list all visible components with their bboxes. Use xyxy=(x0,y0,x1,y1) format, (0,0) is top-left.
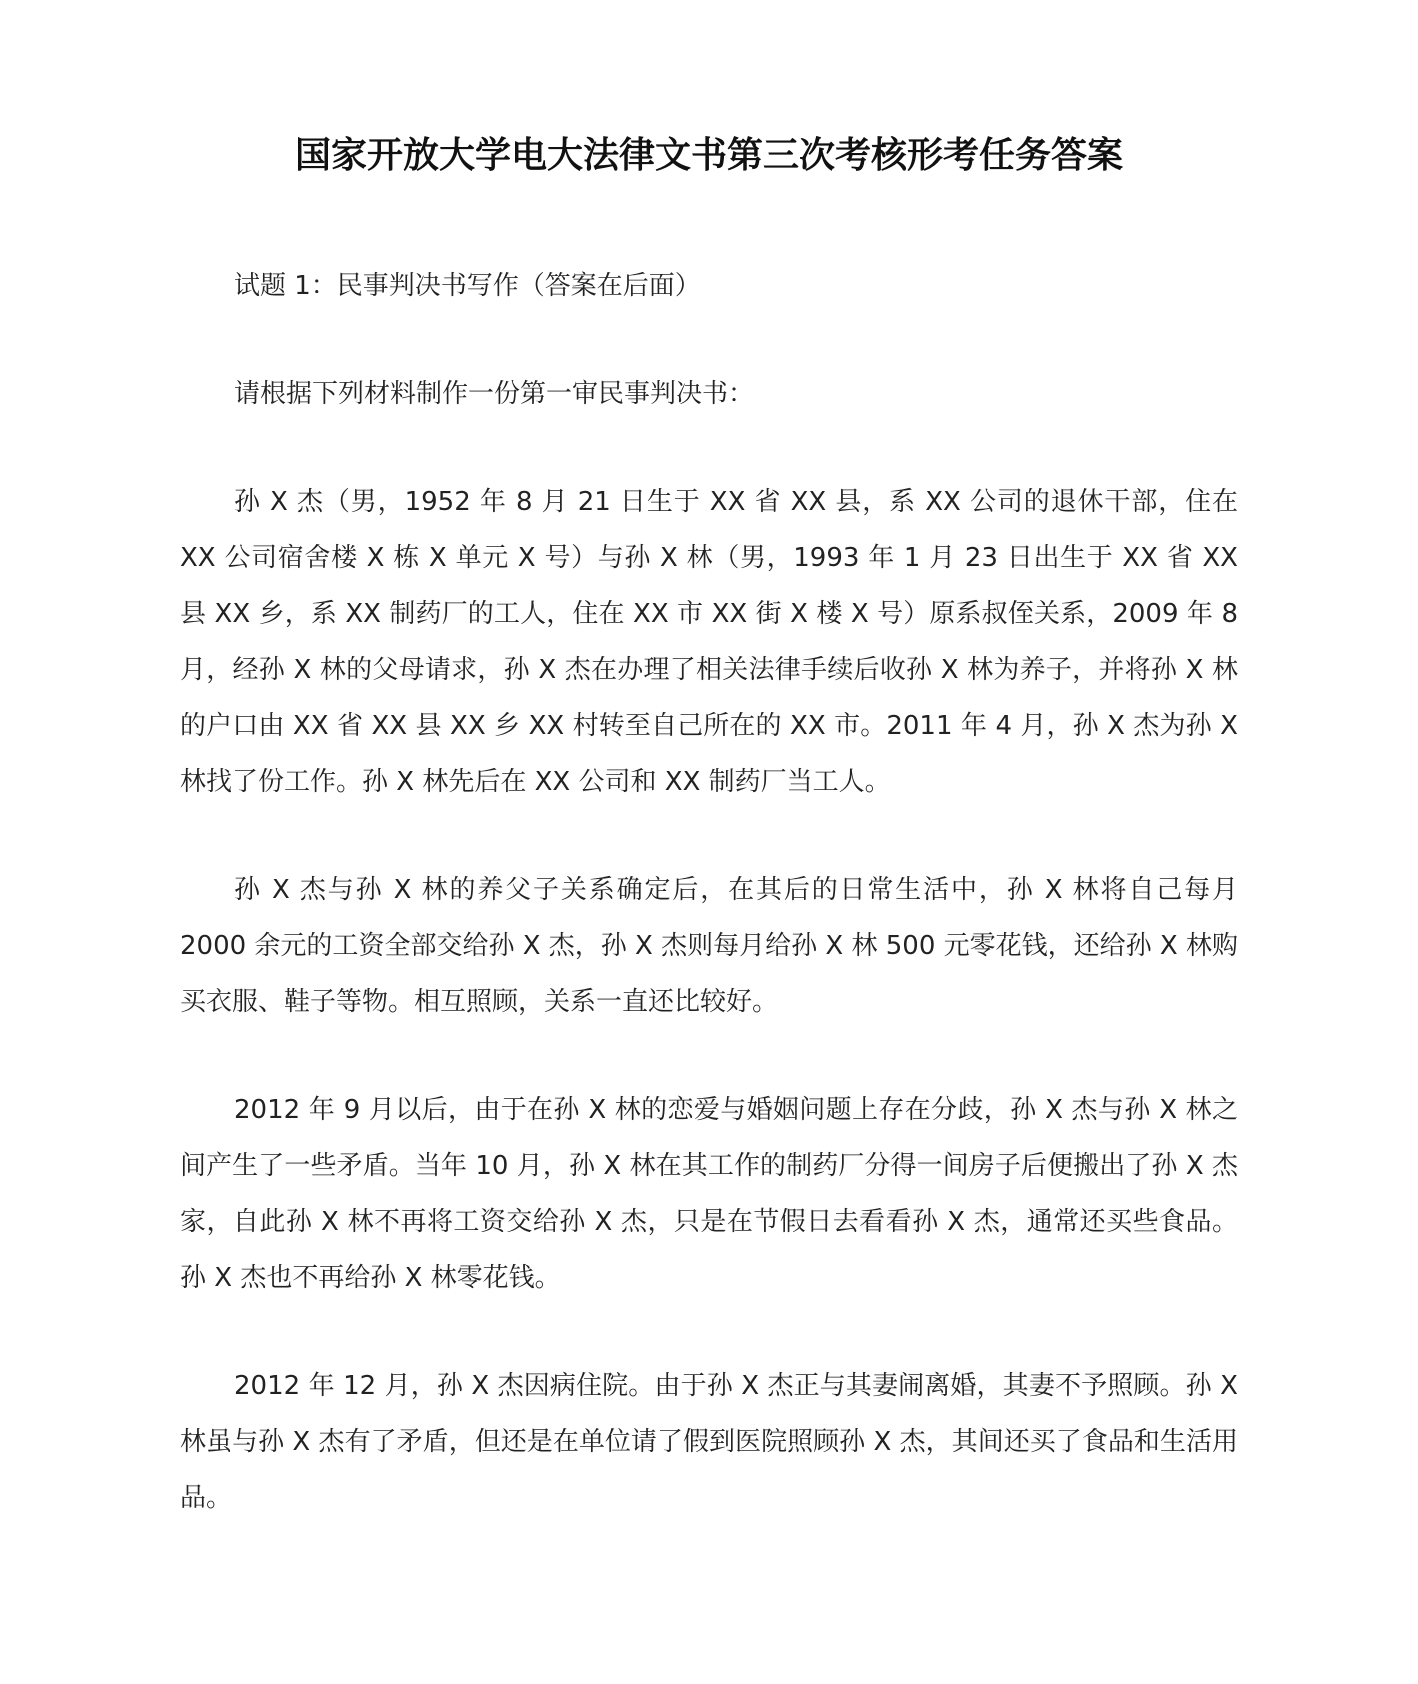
paragraph-instruction: 请根据下列材料制作一份第一审民事判决书： xyxy=(234,379,755,409)
paragraph-question-heading: 试题 1：民事判决书写作（答案在后面） xyxy=(234,271,701,301)
document-body xyxy=(180,258,1238,1578)
paragraph-conflict: 2012 年 9 月以后，由于在孙 X 林的恋爱与婚姻问题上存在分歧，孙 X 杰与孙 X 林之间产生了一些矛盾。当年 10 月，孙 X 林在其工作的制药厂分得一间房子后便搬出了孙 X 杰家，自此孙 X 林不再将工资交给孙 X 杰，只是在节假日去看看孙 X 杰，通常还买些食品。孙 X 杰也不再给孙 X 林零花钱。 xyxy=(180,1095,1238,1293)
document-title: 国家开放大学电大法律文书第三次考核形考任务答案 xyxy=(294,135,1123,176)
paragraph-adoption-relationship: 孙 X 杰与孙 X 林的养父子关系确定后，在其后的日常生活中，孙 X 林将自己每月 2000 余元的工资全部交给孙 X 杰，孙 X 杰则每月给孙 X 林 500 元零花钱，还给孙 X 林购买衣服、鞋子等物。相互照顾，关系一直还比较好。 xyxy=(180,875,1238,1017)
paragraph-case-background: 孙 X 杰（男，1952 年 8 月 21 日生于 XX 省 XX 县，系 XX 公司的退休干部，住在 XX 公司宿舍楼 X 栋 X 单元 X 号）与孙 X 林（男，1993 年 1 月 23 日出生于 XX 省 XX 县 XX 乡，系 XX 制药厂的工人，住在 XX 市 XX 街 X 楼 X 号）原系叔侄关系，2009 年 8 月，经孙 X 林的父母请求，孙 X 杰在办理了相关法律手续后收孙 X 林为养子，并将孙 X 林的户口由 XX 省 XX 县 XX 乡 XX 村转至自己所在的 XX 市。2011 年 4 月，孙 X 杰为孙 X 林找了份工作。孙 X 林先后在 XX 公司和 XX 制药厂当工人。 xyxy=(180,487,1238,797)
paragraph-hospitalization: 2012 年 12 月，孙 X 杰因病住院。由于孙 X 杰正与其妻闹离婚，其妻不予照顾。孙 X 林虽与孙 X 杰有了矛盾，但还是在单位请了假到医院照顾孙 X 杰，其间还买了食品和生活用品。 xyxy=(180,1371,1238,1513)
